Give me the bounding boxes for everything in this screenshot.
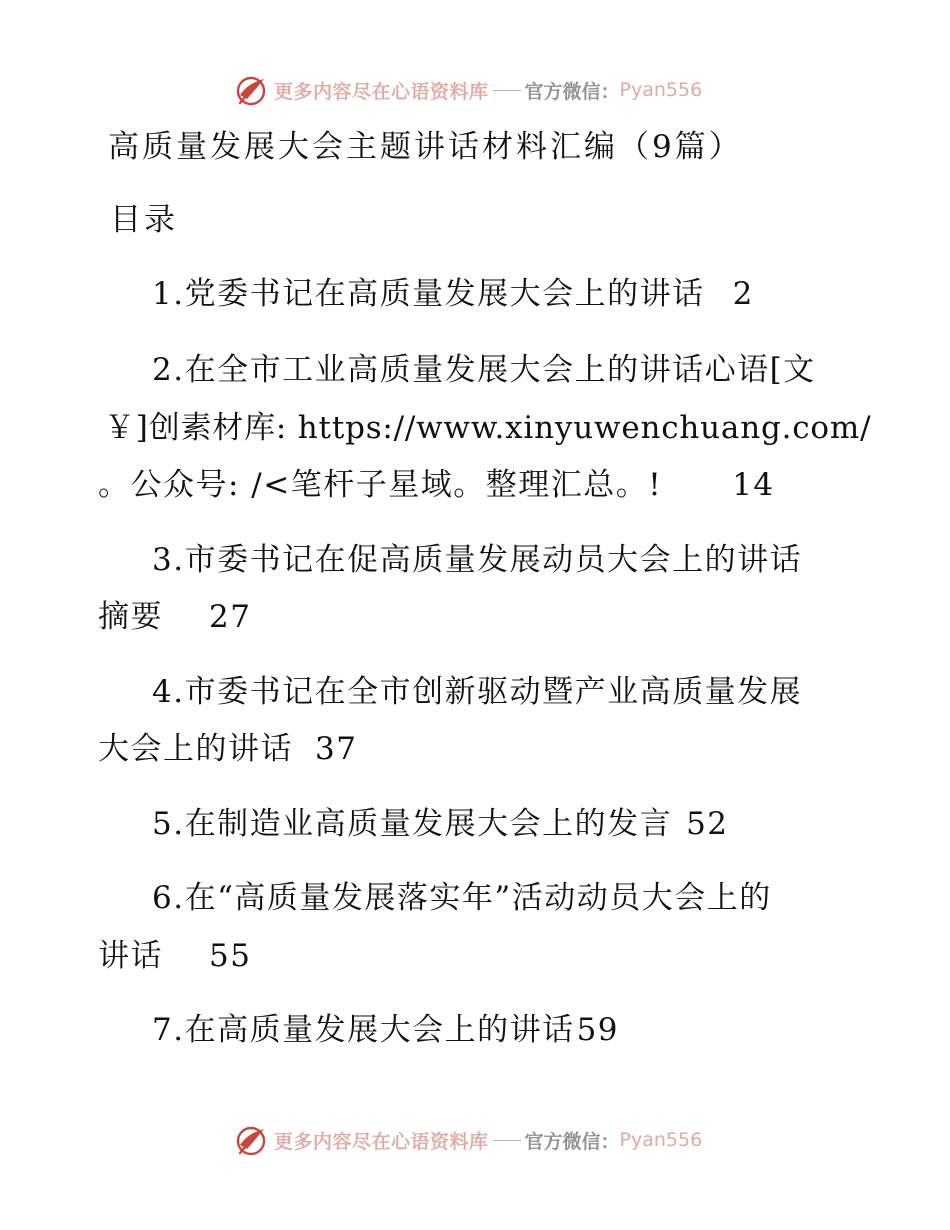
watermark-dash [493, 90, 521, 91]
pen-logo-icon [234, 1123, 268, 1157]
toc-item-text: 3.市委书记在促高质量发展动员大会上的讲话 [152, 542, 803, 578]
toc-item-5[interactable] [152, 804, 729, 844]
toc-item-text: 7.在高质量发展大会上的讲话 [152, 1012, 575, 1048]
watermark-wechat-id: Pyan556 [619, 1129, 703, 1151]
toc-item-2[interactable] [152, 350, 816, 390]
toc-item-6[interactable] [152, 878, 772, 918]
document-title: 高质量发展大会主题讲话材料汇编（9篇） [108, 129, 743, 165]
toc-item-page: 37 [315, 731, 358, 767]
toc-item-page: 59 [576, 1012, 620, 1048]
watermark-banner-bottom [234, 1120, 702, 1160]
toc-item-2-line-2[interactable] [104, 408, 871, 448]
toc-item-4-line-2[interactable] [98, 729, 357, 769]
toc-item-4[interactable] [152, 672, 802, 712]
toc-item-page: 14 [732, 467, 775, 503]
toc-item-3-line-2[interactable] [98, 597, 251, 637]
watermark-text: 更多内容尽在心语资料库 [274, 80, 489, 103]
watermark-banner-top [234, 70, 702, 110]
toc-item-text: 4.市委书记在全市创新驱动暨产业高质量发展 [152, 674, 803, 710]
toc-item-page: 55 [209, 938, 252, 974]
watermark-text: 更多内容尽在心语资料库 [274, 1130, 489, 1153]
toc-item-page: 2 [732, 276, 754, 312]
toc-item-page: 52 [686, 806, 729, 842]
toc-item-text: 1.党委书记在高质量发展大会上的讲话 [152, 276, 705, 312]
toc-item-text: 。公众号: /<笔杆子星域。整理汇总。! [98, 467, 663, 503]
toc-item-1[interactable] [152, 274, 754, 314]
toc-item-text: 大会上的讲话 [98, 731, 293, 767]
toc-item-page: 27 [209, 599, 252, 635]
toc-item-3[interactable] [152, 540, 802, 580]
toc-item-text: ￥]创素材库: https://www.xinyuwenchuang.com/ [104, 410, 872, 446]
toc-item-6-line-2[interactable] [98, 936, 251, 976]
pen-logo-icon [234, 73, 268, 107]
toc-item-text: 摘要 [98, 599, 163, 635]
watermark-dash [493, 1140, 521, 1141]
toc-item-text: 2.在全市工业高质量发展大会上的讲话心语[文 [152, 352, 816, 388]
toc-item-7[interactable] [152, 1010, 619, 1050]
watermark-label: 官方微信： [524, 80, 620, 103]
toc-item-text: 5.在制造业高质量发展大会上的发言 [152, 806, 673, 842]
toc-item-2-line-3[interactable] [98, 465, 775, 505]
watermark-wechat-id: Pyan556 [619, 79, 703, 101]
toc-heading: 目录 [110, 202, 178, 238]
toc-item-text: 讲话 [98, 938, 163, 974]
toc-item-text: 6.在“高质量发展落实年”活动动员大会上的 [152, 880, 772, 916]
watermark-label: 官方微信： [524, 1130, 620, 1153]
